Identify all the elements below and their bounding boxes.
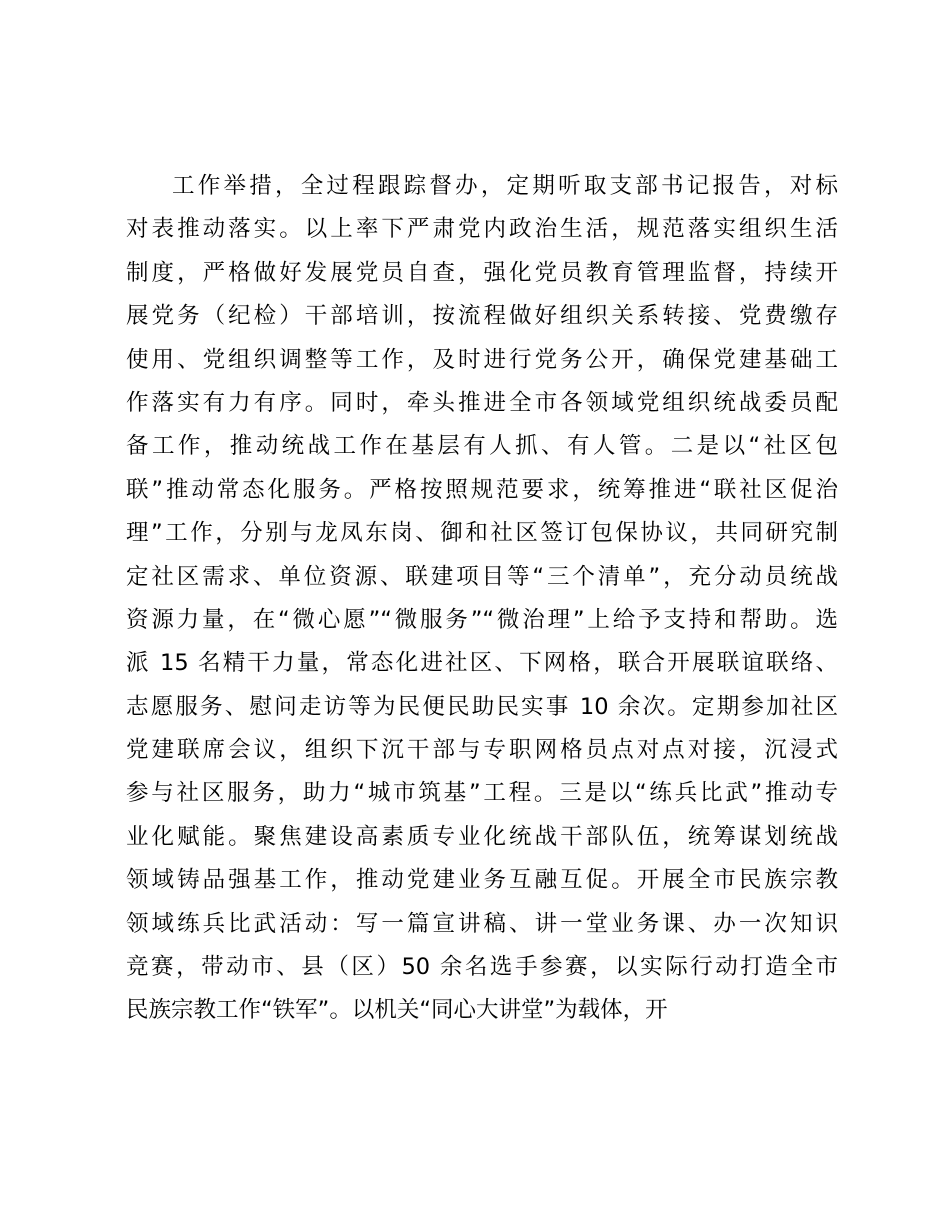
text-line: 资源力量，在“微心愿”“微服务”“微治理”上给予支持和帮助。选 <box>126 606 838 633</box>
text-line: 制度，严格做好发展党员自查，强化党员教育管理监督，持续开 <box>126 259 838 286</box>
text-line: 联”推动常态化服务。严格按照规范要求，统筹推进“联社区促治 <box>126 476 838 503</box>
text-line: 工作举措，全过程跟踪督办，定期听取支部书记报告，对标 <box>172 173 838 199</box>
body-paragraph <box>126 165 838 1033</box>
text-line: 参与社区服务，助力“城市筑基”工程。三是以“练兵比武”推动专 <box>126 780 838 807</box>
text-line: 作落实有力有序。同时，牵头推进全市各领域党组织统战委员配 <box>126 389 838 416</box>
text-line: 定社区需求、单位资源、联建项目等“三个清单”，充分动员统战 <box>126 563 838 590</box>
text-line: 展党务（纪检）干部培训，按流程做好组织关系转接、党费缴存 <box>126 303 838 330</box>
text-line: 领域练兵比武活动：写一篇宣讲稿、讲一堂业务课、办一次知识 <box>126 910 838 937</box>
text-line: 业化赋能。聚焦建设高素质专业化统战干部队伍，统筹谋划统战 <box>126 823 838 850</box>
text-line: 理”工作，分别与龙凤东岗、御和社区签订包保协议，共同研究制 <box>126 520 838 547</box>
text-line: 对表推动落实。以上率下严肃党内政治生活，规范落实组织生活 <box>126 216 838 243</box>
text-line: 民族宗教工作“铁军”。以机关“同心大讲堂”为载体，开 <box>126 997 668 1024</box>
text-line: 备工作，推动统战工作在基层有人抓、有人管。二是以“社区包 <box>126 433 838 460</box>
text-line: 派 15 名精干力量，常态化进社区、下网格，联合开展联谊联络、 <box>126 650 838 677</box>
text-line: 领域铸品强基工作，推动党建业务互融互促。开展全市民族宗教 <box>126 867 838 894</box>
text-line: 党建联席会议，组织下沉干部与专职网格员点对点对接，沉浸式 <box>126 737 838 764</box>
text-line: 志愿服务、慰问走访等为民便民助民实事 10 余次。定期参加社区 <box>126 693 838 720</box>
text-line: 竞赛，带动市、县（区）50 余名选手参赛，以实际行动打造全市 <box>126 954 838 981</box>
text-line: 使用、党组织调整等工作，及时进行党务公开，确保党建基础工 <box>126 346 838 373</box>
